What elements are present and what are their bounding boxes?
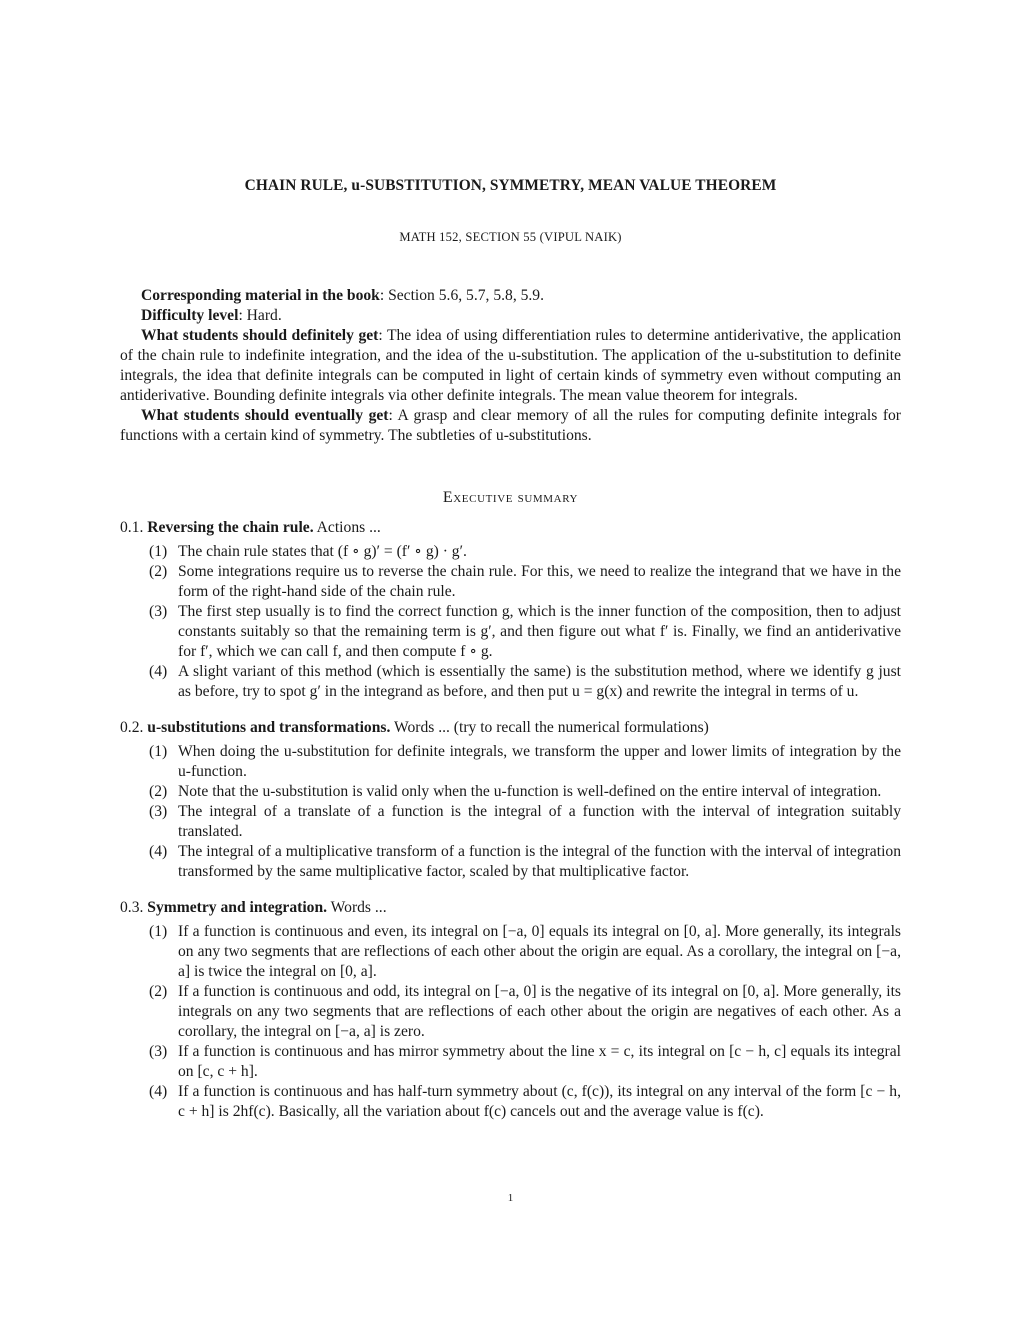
list-item (120, 742, 901, 782)
list-item (120, 542, 901, 562)
meta-line (120, 286, 901, 306)
item-text: When doing the u-substitution for definite integrals, we transform the upper and lower limits of integration by the u-function. (178, 743, 901, 780)
section-heading: Executive summary (442, 489, 579, 506)
item-text: If a function is continuous and even, its integral on [−a, 0] equals its integral on [0, a]. More generally, its integrals on any two segments that are reflections of each other about the origin are equal. As a corollary, the integral on [−a, a] is twice the integral on [0, a]. (178, 923, 901, 980)
item-list (120, 922, 901, 1122)
item-number: (3) (149, 803, 168, 820)
item-list (120, 742, 901, 882)
meta-line (120, 406, 901, 446)
item-text: If a function is continuous and has half-turn symmetry about (c, f(c)), its integral on any interval of the form [c − h, c + h] is 2hf(c). Basically, all the variation about f(c) cancels out and the average value is f(c). (178, 1083, 901, 1120)
section-title: u-substitutions and transformations. (147, 719, 391, 736)
item-list (120, 542, 901, 702)
summary-sections (120, 518, 901, 1138)
list-item (120, 562, 901, 602)
item-number: (1) (149, 743, 168, 760)
item-text: If a function is continuous and has mirror symmetry about the line x = c, its integral on [c − h, c] equals its integral on [c, c + h]. (178, 1043, 901, 1080)
item-number: (4) (149, 1083, 168, 1100)
section-tail: Actions ... (316, 519, 381, 536)
course-meta (120, 286, 901, 446)
item-number: (2) (149, 983, 168, 1000)
meta-text: : The idea of using differentiation rules to determine antiderivative, the application of the chain rule to indefinite integration, and the idea of the u-substitution. The application of the u-substitution to definite integrals, the idea that definite integrals can be computed in light of certain kinds of symmetry even without computing an antiderivative. Bounding definite integrals via other definite integrals. The mean value theorem for integrals. (120, 327, 901, 404)
summary-section (120, 718, 901, 882)
item-number: (2) (149, 783, 168, 800)
item-number: (1) (149, 543, 168, 560)
meta-text: : Section 5.6, 5.7, 5.8, 5.9. (379, 287, 545, 304)
item-number: (3) (149, 603, 168, 620)
section-header (120, 718, 901, 738)
item-text: The integral of a multiplicative transform of a function is the integral of the function with the interval of integration transformed by the same multiplicative factor, scaled by that multiplicative factor. (178, 843, 901, 880)
item-text: Some integrations require us to reverse the chain rule. For this, we need to realize the integrand that we have in the form of the right-hand side of the chain rule. (178, 563, 901, 600)
section-number: 0.3. (120, 899, 144, 916)
section-header (120, 518, 901, 538)
meta-text: : A grasp and clear memory of all the rules for computing definite integrals for functions with a certain kind of symmetry. The subtleties of u-substitutions. (120, 407, 901, 444)
section-number: 0.2. (120, 719, 144, 736)
item-number: (3) (149, 1043, 168, 1060)
section-header (120, 898, 901, 918)
item-number: (1) (149, 923, 168, 940)
list-item (120, 1082, 901, 1122)
meta-label: What students should definitely get (141, 327, 379, 344)
meta-label: Difficulty level (141, 307, 239, 324)
item-text: The first step usually is to find the correct function g, which is the inner function of the composition, then to adjust constants suitably so that the remaining term is g′, and then figure out what f′ is. Finally, we find an antiderivative for f′, which we can call f, and then compute f ∘ g. (178, 603, 901, 660)
item-number: (2) (149, 563, 168, 580)
item-number: (4) (149, 843, 168, 860)
section-number: 0.1. (120, 519, 144, 536)
summary-section (120, 898, 901, 1122)
meta-text: : Hard. (238, 307, 282, 324)
section-title: Reversing the chain rule. (147, 519, 314, 536)
item-text: A slight variant of this method (which is essentially the same) is the substitution method, where we identify g just as before, try to spot g′ in the integrand as before, and then put u = g(x) and rewrite the integral in terms of u. (178, 663, 901, 700)
meta-label: What students should eventually get (141, 407, 389, 424)
meta-line (120, 306, 901, 326)
list-item (120, 982, 901, 1042)
meta-label: Corresponding material in the book (141, 287, 380, 304)
item-text: Note that the u-substitution is valid only when the u-function is well-defined on the entire interval of integration. (178, 783, 882, 800)
list-item (120, 842, 901, 882)
list-item (120, 662, 901, 702)
author-line: MATH 152, SECTION 55 (VIPUL NAIK) (399, 230, 622, 244)
section-tail: Words ... (try to recall the numerical formulations) (393, 719, 709, 736)
page-title: CHAIN RULE, u-SUBSTITUTION, SYMMETRY, MEAN VALUE THEOREM (244, 177, 777, 194)
list-item (120, 602, 901, 662)
section-tail: Words ... (330, 899, 387, 916)
list-item (120, 782, 901, 802)
item-number: (4) (149, 663, 168, 680)
list-item (120, 802, 901, 842)
page-number: 1 (507, 1192, 514, 1204)
list-item (120, 1042, 901, 1082)
summary-section (120, 518, 901, 702)
meta-line (120, 326, 901, 406)
item-text: If a function is continuous and odd, its integral on [−a, 0] is the negative of its integral on [0, a]. More generally, its integrals on any two segments that are reflections of each other about the origin are negatives of each other. As a corollary, the integral on [−a, a] is zero. (178, 983, 901, 1040)
item-text: The integral of a translate of a function is the integral of a function with the interval of integration suitably translated. (178, 803, 901, 840)
item-text: The chain rule states that (f ∘ g)′ = (f′ ∘ g) · g′. (178, 543, 467, 560)
list-item (120, 922, 901, 982)
section-title: Symmetry and integration. (147, 899, 328, 916)
